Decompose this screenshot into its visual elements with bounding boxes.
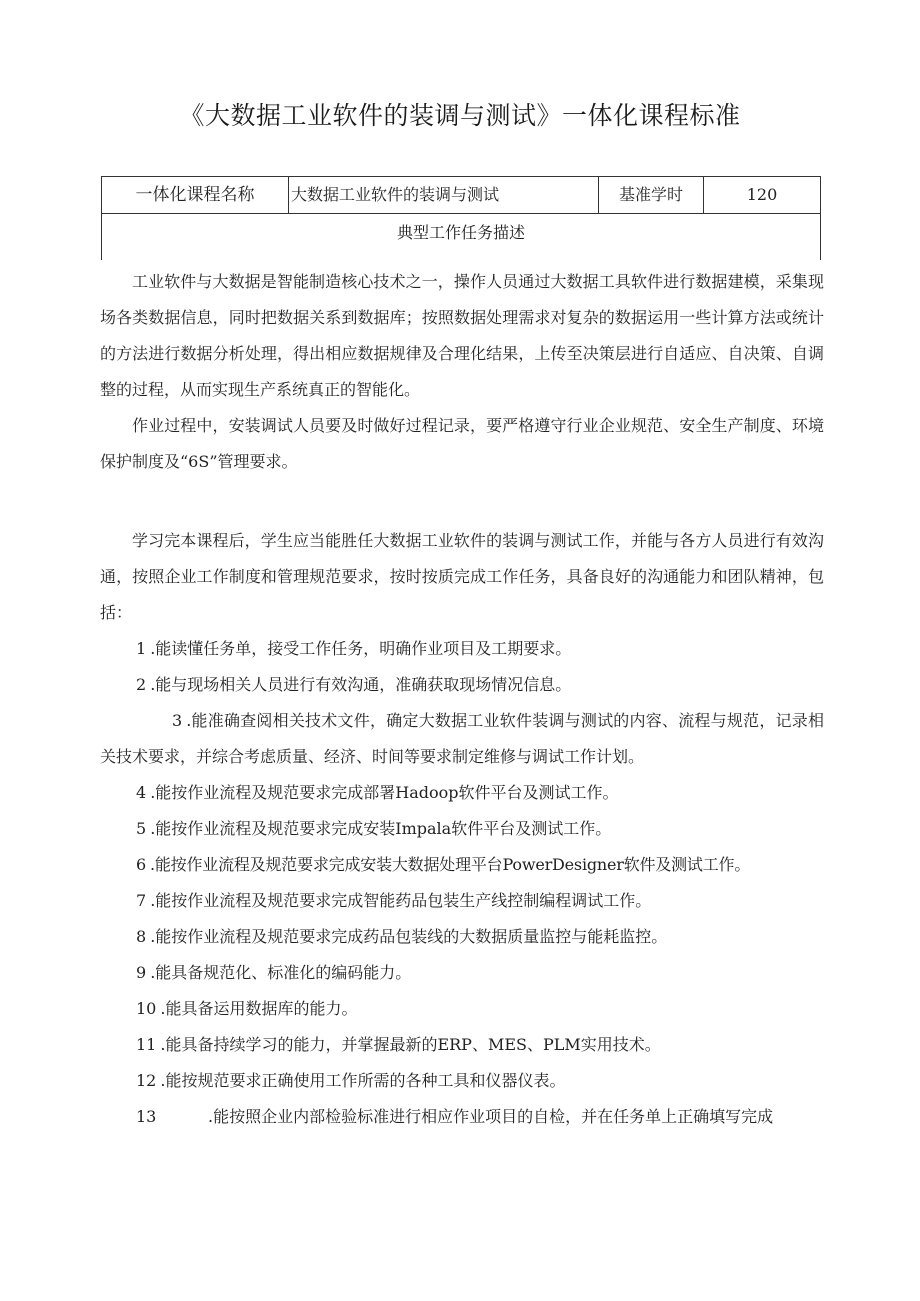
list-item <box>100 703 824 775</box>
list-item-text: .能与现场相关人员进行有效沟通，准确获取现场情况信息。 <box>150 675 572 694</box>
list-item-number: 11 <box>136 1035 157 1054</box>
list-item <box>100 847 824 883</box>
section-header-task-description: 典型工作任务描述 <box>101 213 821 260</box>
list-item-number: 8 <box>136 927 147 946</box>
paragraph: 工业软件与大数据是智能制造核心技术之一，操作人员通过大数据工具软件进行数据建模，采集现场各类数据信息，同时把数据关系到数据库；按照数据处理需求对复杂的数据运用一些计算方法或统计的方法进行数据分析处理，得出相应数据规律及合理化结果，上传至决策层进行自适应、自决策、自调整的过程，从而实现生产系统真正的智能化。 <box>100 272 824 399</box>
list-item <box>100 1099 824 1135</box>
list-item <box>100 883 824 919</box>
list-item-text: .能按规范要求正确使用工作所需的各种工具和仪器仪表。 <box>160 1071 566 1090</box>
list-item-number: 13 <box>136 1107 157 1126</box>
list-item-number: 12 <box>136 1071 157 1090</box>
course-name-value: 大数据工业软件的装调与测试 <box>289 177 599 213</box>
hours-label: 基准学时 <box>599 177 704 213</box>
document-title: 《大数据工业软件的装调与测试》一体化课程标准 <box>179 101 741 130</box>
list-item-text: .能准确查阅相关技术文件，确定大数据工业软件装调与测试的内容、流程与规范，记录相关技术要求，并综合考虑质量、经济、时间等要求制定维修与调试工作计划。 <box>100 711 824 766</box>
task-description-section <box>100 264 824 480</box>
list-item-number: 2 <box>136 675 147 694</box>
list-item-number: 9 <box>136 963 147 982</box>
list-item <box>100 991 824 1027</box>
list-item-number: 3 <box>172 711 183 730</box>
list-item-text: .能具备规范化、标准化的编码能力。 <box>150 963 412 982</box>
list-item-text: .能具备运用数据库的能力。 <box>160 999 358 1018</box>
hours-value: 120 <box>746 185 778 204</box>
paragraph: 作业过程中，安装调试人员要及时做好过程记录，要严格遵守行业企业规范、安全生产制度、环境保护制度及“6S”管理要求。 <box>100 416 824 471</box>
list-item <box>100 631 824 667</box>
list-item-text: .能按作业流程及规范要求完成药品包装线的大数据质量监控与能耗监控。 <box>150 927 668 946</box>
list-item-number: 1 <box>136 639 147 658</box>
learning-goals-intro: 学习完本课程后，学生应当能胜任大数据工业软件的装调与测试工作，并能与各方人员进行有效沟通，按照企业工作制度和管理规范要求，按时按质完成工作任务，具备良好的沟通能力和团队精神，包括： <box>100 531 824 622</box>
list-item-text: .能具备持续学习的能力，并掌握最新的ERP、MES、PLM实用技术。 <box>160 1035 661 1054</box>
list-item-text: .能按作业流程及规范要求完成智能药品包装生产线控制编程调试工作。 <box>150 891 652 910</box>
course-info-row <box>101 176 821 214</box>
list-item <box>100 919 824 955</box>
list-item-number: 4 <box>136 783 147 802</box>
list-item <box>100 1027 824 1063</box>
list-item <box>100 955 824 991</box>
list-item-text: .能按照企业内部检验标准进行相应作业项目的自检，并在任务单上正确填写完成 <box>208 1107 774 1126</box>
list-item-number: 7 <box>136 891 147 910</box>
list-item-text: .能按作业流程及规范要求完成安装大数据处理平台PowerDesigner软件及测试工作。 <box>149 855 751 874</box>
list-item-number: 5 <box>136 819 147 838</box>
list-item-text: .能按作业流程及规范要求完成安装Impala软件平台及测试工作。 <box>150 819 612 838</box>
list-item <box>100 667 824 703</box>
course-info-table <box>101 176 821 260</box>
list-item-number: 6 <box>136 855 146 874</box>
list-item <box>100 1063 824 1099</box>
list-item-text: .能读懂任务单，接受工作任务，明确作业项目及工期要求。 <box>150 639 572 658</box>
list-item-number: 10 <box>136 999 157 1018</box>
list-item <box>100 775 824 811</box>
list-item-text: .能按作业流程及规范要求完成部署Hadoop软件平台及测试工作。 <box>150 783 619 802</box>
learning-goals-section <box>100 523 824 1135</box>
list-item <box>100 811 824 847</box>
course-name-label: 一体化课程名称 <box>102 177 289 213</box>
